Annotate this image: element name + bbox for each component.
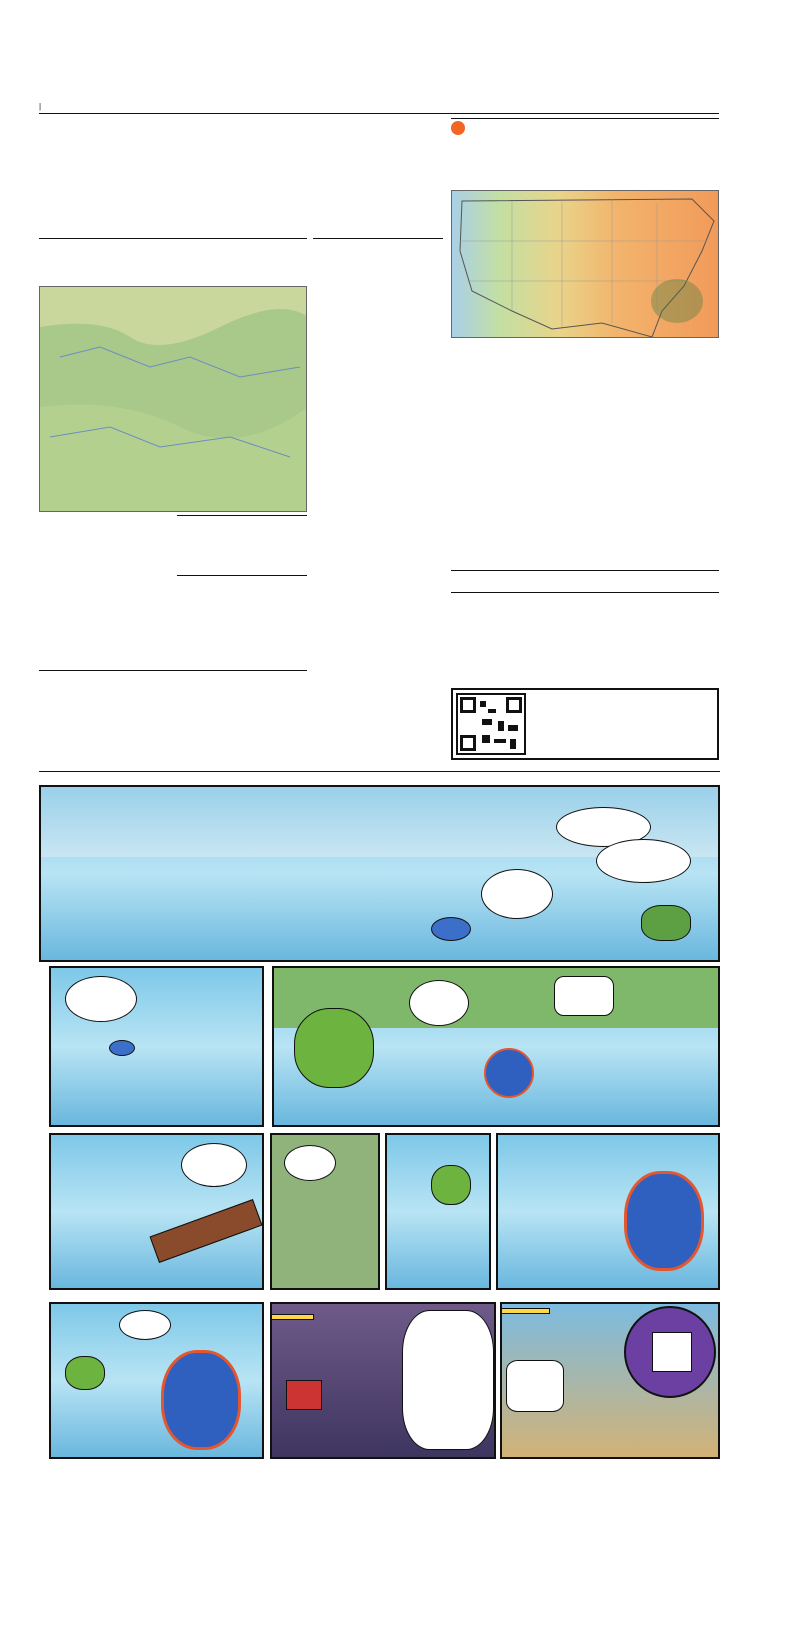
- green-character: [65, 1356, 105, 1390]
- qr-code[interactable]: [456, 693, 526, 755]
- green-character: [431, 1165, 471, 1205]
- speech-bubble-5: [409, 980, 469, 1026]
- blue-character: [161, 1350, 241, 1450]
- accuweather-sun-icon: [451, 121, 465, 135]
- rivers-and-lakes: [177, 575, 307, 578]
- speech-bubble-3: [481, 869, 553, 919]
- speech-bubble-11: [506, 1360, 564, 1412]
- blue-character: [484, 1048, 534, 1098]
- speech-bubble-2: [596, 839, 691, 883]
- temperature-trends: [39, 670, 307, 756]
- five-day-forecast: [39, 146, 449, 238]
- more-online: [451, 688, 719, 760]
- speech-bubble-7: [181, 1143, 247, 1187]
- waterfall-sign: [286, 1380, 322, 1410]
- speech-bubble-6: [554, 976, 614, 1016]
- regional-map-terrain: [40, 287, 307, 512]
- caption-box-1: [270, 1314, 314, 1320]
- rivers-title: [177, 575, 307, 576]
- green-character: [641, 905, 691, 941]
- comic-panel-7: [496, 1133, 720, 1290]
- almanac: [313, 238, 443, 241]
- precip-legend: [451, 352, 719, 366]
- green-character: [294, 1008, 374, 1088]
- comic-panel-1: [39, 785, 720, 962]
- divider: [39, 771, 720, 772]
- gardening-title: [177, 515, 307, 516]
- speech-bubble-9: [119, 1310, 171, 1340]
- world-forecast: [451, 592, 719, 594]
- comic-panel-4: [49, 1133, 264, 1290]
- speech-bubble-4: [65, 976, 137, 1022]
- speech-bubble-10: [402, 1310, 494, 1450]
- comic-panel-10: [500, 1302, 720, 1459]
- comic-panel-5: [270, 1133, 380, 1290]
- world-title: [451, 592, 719, 593]
- blue-character: [624, 1171, 704, 1271]
- temperature-scale: [451, 340, 719, 350]
- promo-qr-code[interactable]: [652, 1332, 692, 1372]
- page-header: |: [39, 100, 719, 114]
- comic-panel-3: [272, 966, 720, 1127]
- regional-map: [39, 286, 307, 512]
- blue-character: [109, 1040, 135, 1056]
- caption-box-2: [500, 1308, 550, 1314]
- log: [150, 1199, 263, 1263]
- comic-panel-9: [270, 1302, 496, 1459]
- speech-bubble-8: [284, 1145, 336, 1181]
- qr-code-pattern: [458, 695, 524, 753]
- comic-panel-6: [385, 1133, 491, 1290]
- us-weather-map: [451, 190, 719, 338]
- us-map-outline: [452, 191, 719, 338]
- comic-panel-8: [49, 1302, 264, 1459]
- regional-forecast-title: [39, 238, 307, 241]
- blue-character: [431, 917, 471, 941]
- comic-panel-2: [49, 966, 264, 1127]
- promo-badge[interactable]: [624, 1306, 716, 1398]
- almanac-title: [313, 238, 443, 241]
- gardening-guide: [177, 515, 307, 542]
- national-extremes: [451, 570, 719, 571]
- trends-chart: [39, 671, 307, 751]
- accuweather-block: [451, 118, 719, 137]
